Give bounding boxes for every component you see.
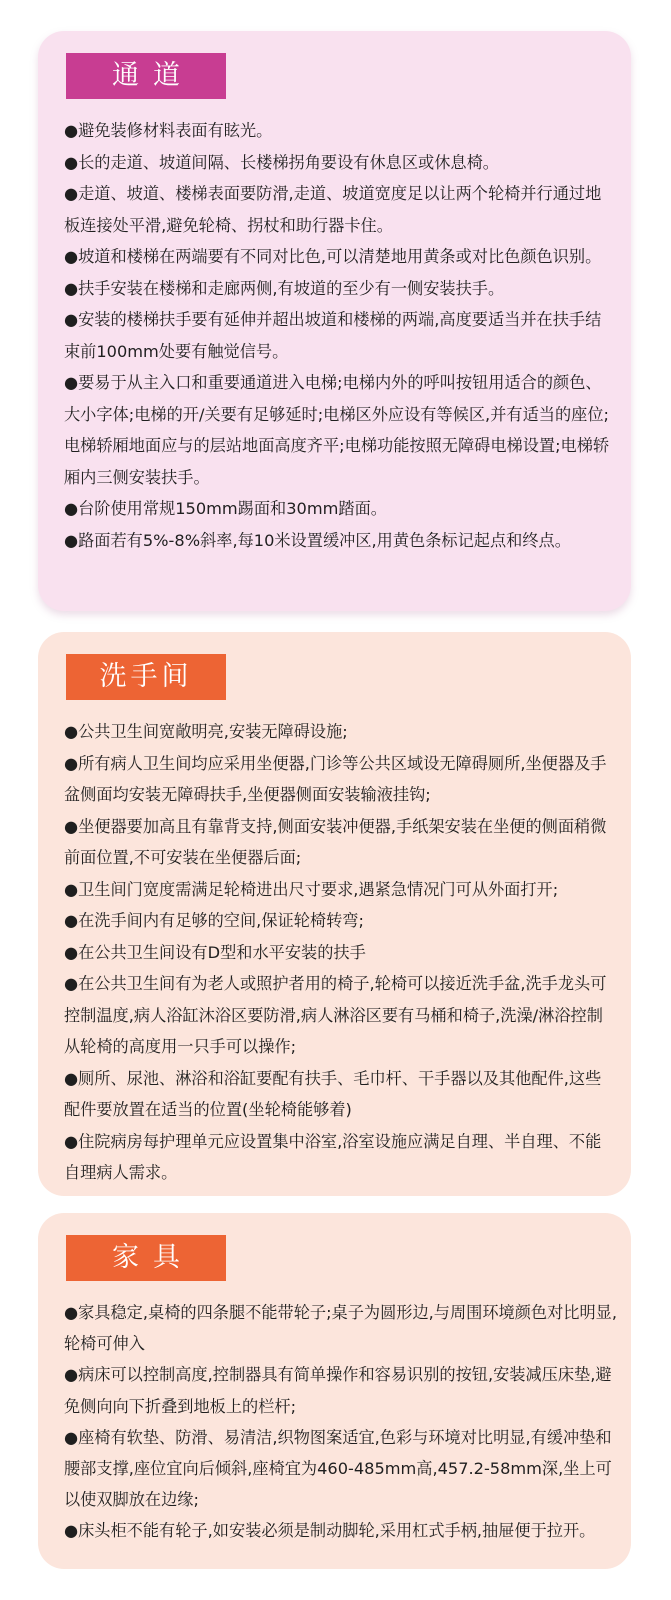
list-item: ●避免装修材料表面有眩光。 [64, 121, 273, 140]
list-item: ●扶手安装在楼梯和走廊两侧,有坡道的至少有一侧安装扶手。 [64, 278, 505, 298]
list-item: ●路面若有5%-8%斜率,每10米设置缓冲区,用黄色条标记起点和终点。 [64, 530, 571, 550]
list-item: ●要易于从主入口和重要通道进入电梯;电梯内外的呼叫按钮用适合的颜色、大小字体;电梯的开/关要有足够延时;电梯区外应设有等候区,并有适当的座位;电梯轿厢地面应与的层站地面高度齐平;电梯功能按照无障碍电梯设置;电梯轿厢内三侧安装扶手。 [64, 373, 610, 487]
list-item: ●病床可以控制高度,控制器具有简单操作和容易识别的按钮,安装减压床垫,避免侧向向下折叠到地板上的栏杆; [64, 1365, 612, 1416]
list-item: ●所有病人卫生间均应采用坐便器,门诊等公共区域设无障碍厕所,坐便器及手盆侧面均安装无障碍扶手,坐便器侧面安装输液挂钩; [64, 753, 607, 804]
section-body-furniture [64, 1297, 617, 1547]
section-title-passage: 通道 [66, 53, 226, 99]
list-item: ●安装的楼梯扶手要有延伸并超出坡道和楼梯的两端,高度要适当并在扶手结束前100mm处要有触觉信号。 [64, 310, 602, 361]
list-item: ●长的走道、坡道间隔、长楼梯拐角要设有休息区或休息椅。 [64, 152, 499, 172]
list-item: ●座椅有软垫、防滑、易清洁,织物图案适宜,色彩与环境对比明显,有缓冲垫和腰部支撑,座位宜向后倾斜,座椅宜为460-485mm高,457.2-58mm深,坐上可以使双脚放在边缘; [64, 1427, 612, 1510]
list-item: ●在公共卫生间设有D型和水平安装的扶手 [64, 942, 366, 962]
section-furniture [38, 1213, 631, 1569]
list-item: ●公共卫生间宽敞明亮,安装无障碍设施; [64, 722, 348, 741]
list-item: ●在公共卫生间有为老人或照护者用的椅子,轮椅可以接近洗手盆,洗手龙头可控制温度,病人浴缸沐浴区要防滑,病人淋浴区要有马桶和椅子,洗澡/淋浴控制从轮椅的高度用一只手可以操作; [64, 974, 607, 1056]
list-item: ●台阶使用常规150mm踢面和30mm踏面。 [64, 499, 387, 518]
list-item: ●住院病房每护理单元应设置集中浴室,浴室设施应满足自理、半自理、不能自理病人需求。 [64, 1131, 602, 1182]
list-item: ●在洗手间内有足够的空间,保证轮椅转弯; [64, 911, 364, 930]
list-item: ●厕所、尿池、淋浴和浴缸要配有扶手、毛巾杆、干手器以及其他配件,这些配件要放置在适当的位置(坐轮椅能够着) [64, 1068, 602, 1119]
section-body-passage [64, 115, 617, 556]
section-title-furniture: 家具 [66, 1235, 226, 1281]
list-item: ●床头柜不能有轮子,如安装必须是制动脚轮,采用杠式手柄,抽屉便于拉开。 [64, 1521, 596, 1541]
list-item: ●家具稳定,桌椅的四条腿不能带轮子;桌子为圆形边,与周围环境颜色对比明显,轮椅可伸入 [64, 1303, 618, 1354]
section-title-restroom: 洗手间 [66, 654, 226, 700]
section-passage [38, 31, 631, 611]
section-restroom [38, 632, 631, 1196]
list-item: ●坐便器要加高且有靠背支持,侧面安装冲便器,手纸架安装在坐便的侧面稍微前面位置,不可安装在坐便器后面; [64, 816, 607, 867]
list-item: ●卫生间门宽度需满足轮椅进出尺寸要求,遇紧急情况门可从外面打开; [64, 879, 559, 899]
list-item: ●坡道和楼梯在两端要有不同对比色,可以清楚地用黄条或对比色颜色识别。 [64, 247, 602, 266]
section-body-restroom [64, 716, 617, 1189]
list-item: ●走道、坡道、楼梯表面要防滑,走道、坡道宽度足以让两个轮椅并行通过地板连接处平滑,避免轮椅、拐杖和助行器卡住。 [64, 184, 602, 235]
